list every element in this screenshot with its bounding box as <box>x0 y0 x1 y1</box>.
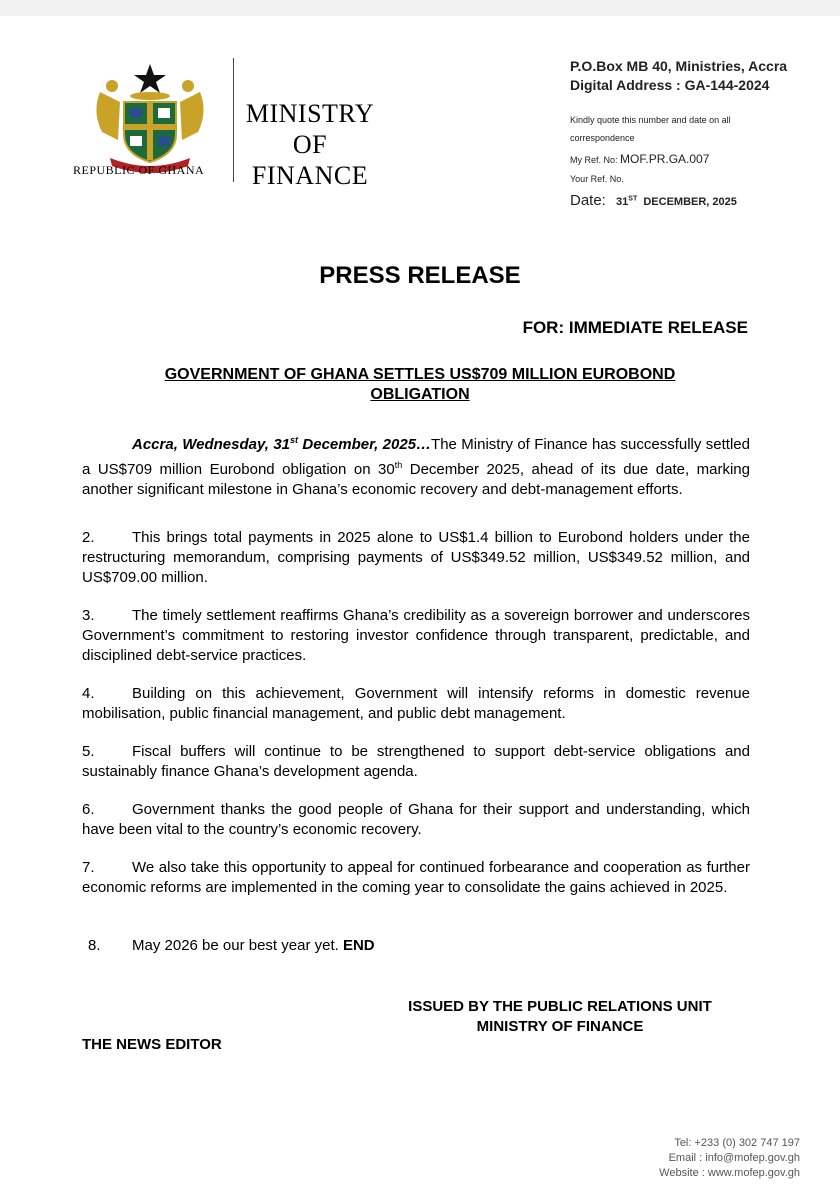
date-day: 31 <box>616 196 629 208</box>
wreath <box>130 92 170 100</box>
quote-note-1: Kindly quote this number and date on all <box>570 115 731 125</box>
right-eagle-shape <box>180 92 204 140</box>
paragraph-7: 7. We also take this opportunity to appeal for continued forbearance and cooperation as further economic reforms are implemented in the coming year to consolidate the gains achieved in 2025. <box>82 859 750 896</box>
ghana-coat-of-arms-icon <box>90 62 210 174</box>
paragraph-4: 4. Building on this achievement, Government will intensify reforms in domestic revenue mobilisation, public financial management, and public debt management. <box>82 685 750 722</box>
shield-quarter-4 <box>158 136 170 146</box>
right-eagle-head <box>182 80 194 92</box>
left-eagle-head <box>106 80 118 92</box>
issued-line-2: MINISTRY OF FINANCE <box>476 1018 644 1035</box>
addressee: THE NEWS EDITOR <box>82 1036 222 1053</box>
dateline: Accra, Wednesday, 31st December, 2025… <box>132 435 432 453</box>
date-rest: DECEMBER, 2025 <box>643 196 737 208</box>
letterhead-divider <box>233 58 234 182</box>
your-ref-label: Your Ref. No. <box>570 174 624 184</box>
paragraph-3: 3. The timely settlement reaffirms Ghana’s credibility as a sovereign borrower and underscores Government’s commitment to restoring investor confidence through transparent, predictable, and disciplined debt-service practices. <box>82 607 750 664</box>
contact-website: Website : www.mofep.gov.gh <box>659 1167 800 1179</box>
date-suffix: ST <box>628 195 638 203</box>
my-ref-value: MOF.PR.GA.007 <box>620 152 710 166</box>
paragraph-5: 5. Fiscal buffers will continue to be strengthened to support debt-service obligations and sustainably finance Ghana’s development agenda. <box>82 743 750 780</box>
ministry-line-2: OF <box>292 130 328 159</box>
paragraph-2: 2. This brings total payments in 2025 alone to US$1.4 billion to Eurobond holders under the restructuring memorandum, comprising payments of US$349.52 million, US$349.52 million, and US$709.00 million. <box>82 529 750 586</box>
ministry-line-3: FINANCE <box>251 161 369 190</box>
ministry-line-1: MINISTRY <box>245 99 375 128</box>
paragraph-8: 8. May 2026 be our best year yet. END <box>88 937 375 954</box>
my-ref-label: My Ref. No: <box>570 155 618 165</box>
issued-line-1: ISSUED BY THE PUBLIC RELATIONS UNIT <box>408 998 712 1015</box>
contact-email: Email : info@mofep.gov.gh <box>668 1152 800 1164</box>
left-eagle-shape <box>96 92 120 140</box>
for-immediate-release: FOR: IMMEDIATE RELEASE <box>522 318 748 337</box>
quote-note-2: correspondence <box>570 133 635 143</box>
contact-footer <box>659 1136 800 1181</box>
address-line-2: Digital Address : GA-144-2024 <box>570 77 770 93</box>
paragraph-1: Accra, Wednesday, 31st December, 2025…The Ministry of Finance has successfully settled a US$709 million Eurobond obligation on 30th December 2025, ahead of its due date, marking another significant milestone in Ghana’s economic recovery and debt-management efforts. <box>82 435 750 498</box>
paragraph-6: 6. Government thanks the good people of Ghana for their support and understanding, which have been vital to the country’s economic recovery. <box>82 801 750 838</box>
press-release-title: PRESS RELEASE <box>319 262 521 289</box>
postal-address <box>570 57 787 95</box>
top-strip <box>0 0 840 16</box>
shield-cross-v <box>147 102 153 160</box>
ministry-wordmark <box>240 98 380 191</box>
my-ref <box>570 152 709 166</box>
headline-line-1: GOVERNMENT OF GHANA SETTLES US$709 MILLION EUROBOND <box>164 366 676 383</box>
republic-label: REPUBLIC OF GHANA <box>73 163 205 177</box>
shield-quarter-1 <box>130 108 142 118</box>
black-star <box>134 64 166 93</box>
shield-quarter-2 <box>158 108 170 118</box>
contact-tel: Tel: +233 (0) 302 747 197 <box>674 1137 800 1149</box>
shield-quarter-3 <box>130 136 142 146</box>
address-line-1: P.O.Box MB 40, Ministries, Accra <box>570 58 788 74</box>
headline <box>90 365 750 405</box>
letter-date <box>570 192 737 209</box>
date-value <box>616 196 737 208</box>
issued-by <box>380 997 740 1037</box>
headline-line-2: OBLIGATION <box>370 386 470 403</box>
date-label: Date: <box>570 192 606 209</box>
